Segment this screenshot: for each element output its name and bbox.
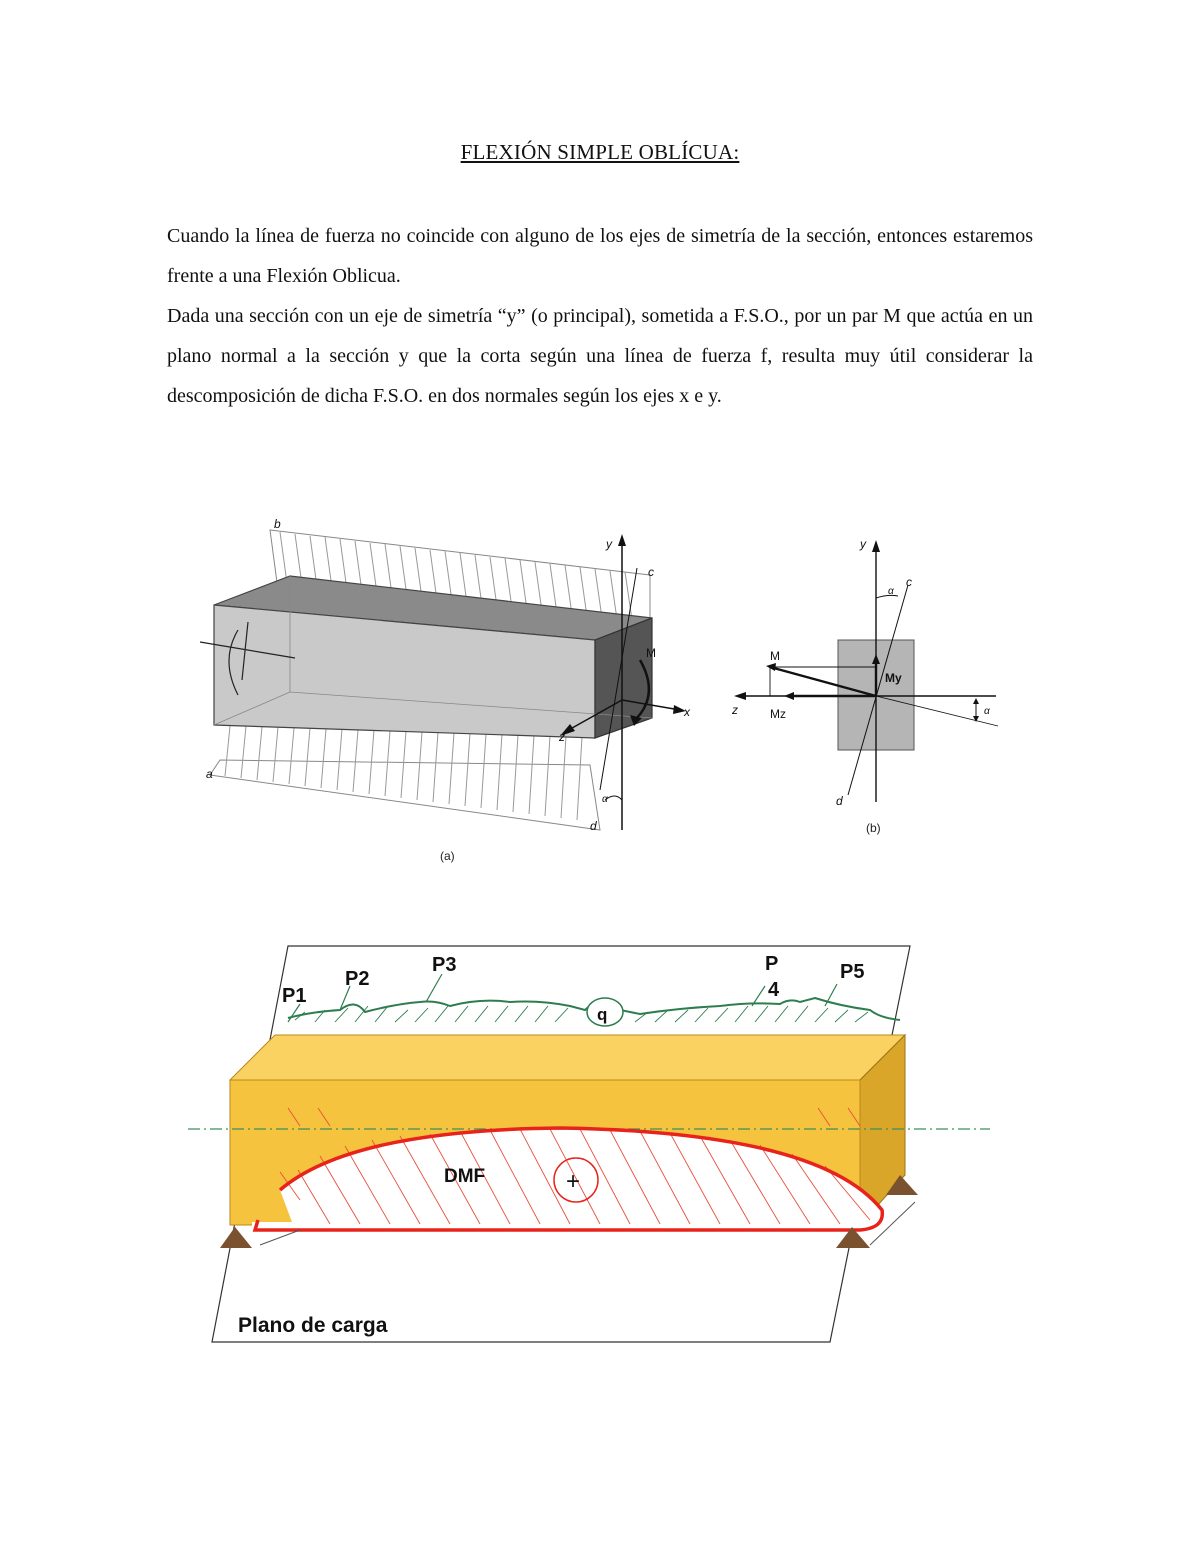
caption-a: (a)	[440, 849, 455, 863]
load-P4-number: 4	[768, 979, 780, 1001]
beam-top-face	[230, 1035, 905, 1080]
plane-label: Plano de carga	[238, 1314, 388, 1337]
label-b: b	[274, 517, 281, 531]
paragraph-1: Cuando la línea de fuerza no coincide con alguno de los ejes de simetría de la sección, entonces estaremos frente a una Flexión Oblicua.	[167, 225, 1033, 287]
label-alpha-a: α	[602, 794, 608, 805]
label-alpha-right: α	[984, 706, 990, 717]
dmf-label: DMF	[444, 1166, 486, 1187]
label-x-a: x	[684, 705, 690, 719]
label-Mz: Mz	[770, 707, 786, 721]
figure-b	[728, 530, 1008, 840]
load-P1: P1	[282, 985, 307, 1007]
label-a: a	[206, 767, 213, 781]
hatch-bottom	[225, 726, 582, 820]
support-left	[220, 1227, 252, 1248]
label-y-a: y	[606, 537, 612, 551]
body-text	[167, 216, 1033, 416]
label-d-b: d	[836, 794, 843, 808]
q-label: q	[597, 1005, 608, 1024]
load-P3: P3	[432, 954, 457, 976]
label-My: My	[885, 671, 902, 685]
label-c-b: c	[906, 575, 912, 589]
label-alpha-top: α	[888, 586, 894, 597]
dmf-sign: +	[566, 1168, 581, 1195]
load-P5: P5	[840, 961, 865, 983]
label-M-a: M	[646, 646, 656, 660]
page-title: FLEXIÓN SIMPLE OBLÍCUA:	[460, 140, 740, 164]
label-M-b: M	[770, 649, 780, 663]
load-P4-letter: P	[765, 953, 779, 975]
label-d: d	[590, 819, 597, 833]
label-y-b: y	[860, 537, 866, 551]
figure-beam	[180, 940, 1000, 1350]
load-P2: P2	[345, 968, 370, 990]
label-z-b: z	[732, 703, 738, 717]
caption-b: (b)	[866, 821, 881, 835]
figure-a	[190, 510, 710, 870]
label-c: c	[648, 565, 654, 579]
label-z-a: z	[559, 730, 565, 744]
paragraph-2: Dada una sección con un eje de simetría “y” (o principal), sometida a F.S.O., por un par M que actúa en un plano normal a la sección y que la corta según una línea de fuerza f, resulta muy útil considerar la descomposición de dicha F.S.O. en dos normales según los ejes x e y.	[167, 305, 1033, 407]
